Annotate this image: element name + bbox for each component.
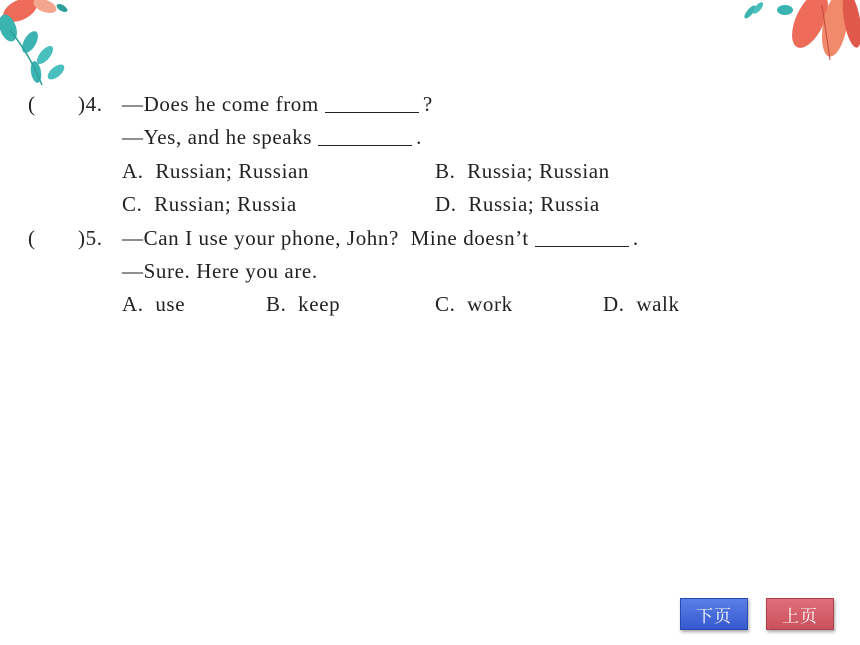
question-4-paren: (: [28, 92, 36, 116]
answer-blank: [535, 226, 629, 247]
option-letter: C.: [435, 292, 456, 316]
option-letter: B.: [435, 159, 456, 183]
option-text: walk: [636, 292, 680, 316]
question-4-line-2: [122, 124, 422, 150]
leaf-decoration-top-right: [730, 0, 860, 70]
question-4-line-2-end: .: [416, 125, 422, 149]
question-4-number: )4.: [78, 92, 103, 116]
question-5-option-d: [603, 291, 680, 317]
question-4-option-d: [435, 191, 600, 217]
option-text: work: [467, 292, 513, 316]
option-letter: D.: [603, 292, 625, 316]
answer-blank: [325, 92, 419, 113]
next-page-button[interactable]: 下页: [680, 598, 748, 630]
option-text: Russian; Russia: [154, 192, 297, 216]
question-4-line-2-text: —Yes, and he speaks: [122, 125, 313, 149]
question-5-line-1: [122, 225, 639, 251]
option-letter: A.: [122, 159, 144, 183]
option-letter: A.: [122, 292, 144, 316]
option-letter: C.: [122, 192, 143, 216]
option-text: Russian; Russian: [155, 159, 310, 183]
question-5-line-2: —Sure. Here you are.: [122, 259, 318, 283]
question-5-option-b: [266, 291, 340, 317]
option-letter: D.: [435, 192, 457, 216]
option-letter: B.: [266, 292, 287, 316]
question-5-option-a: [122, 291, 185, 317]
question-4-option-a: [122, 158, 309, 184]
question-5-line-1-end: .: [632, 226, 639, 250]
question-5-option-c: [435, 291, 513, 317]
question-4-option-b: [435, 158, 610, 184]
question-4-option-c: [122, 191, 297, 217]
previous-page-button[interactable]: 上页: [766, 598, 834, 630]
option-text: Russia; Russian: [467, 159, 610, 183]
leaf-decoration-top-left: [0, 0, 90, 95]
question-5-paren: (: [28, 226, 36, 250]
option-text: use: [155, 292, 186, 316]
option-text: keep: [298, 292, 341, 316]
question-4-line-1: [122, 91, 433, 117]
option-text: Russia; Russia: [468, 192, 600, 216]
question-4-line-1-text: —Does he come from: [122, 92, 319, 116]
question-5-number: )5.: [78, 226, 103, 250]
question-5-line-1-text: —Can I use your phone, John? Mine doesn’t: [122, 226, 529, 250]
answer-blank: [318, 125, 412, 146]
question-4-line-1-end: ?: [422, 92, 433, 116]
